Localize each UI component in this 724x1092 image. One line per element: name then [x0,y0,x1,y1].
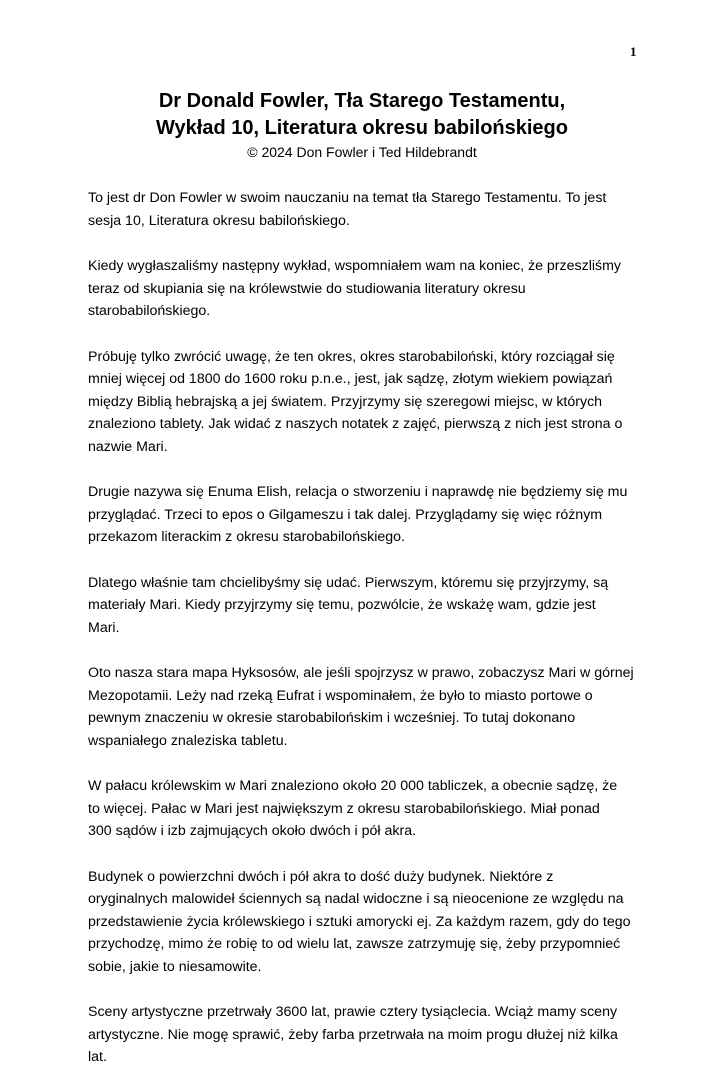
paragraph: To jest dr Don Fowler w swoim nauczaniu na temat tła Starego Testamentu. To jest sesja 10, Literatura okresu babilońskiego. [88,190,607,229]
document-title-line-1: Dr Donald Fowler, Tła Starego Testamentu, [158,90,566,112]
document-title-line-2: Wykład 10, Literatura okresu babilońskiego [156,117,568,139]
paragraph: Budynek o powierzchni dwóch i pół akra to dość duży budynek. Niektóre z oryginalnych malowideł ściennych są nadal widoczne i są nieocenione ze względu na przedstawienie życia królewskiego i sztuki amorycki ej. Za każdym razem, gdy do tego przychodzę, mimo że robię to od wielu lat, zawsze zatrzymuję się, żeby przypomnieć sobie, jakie to niesamowite. [88,868,631,975]
paragraph: Dlatego właśnie tam chcielibyśmy się udać. Pierwszym, któremu się przyjrzymy, są materiały Mari. Kiedy przyjrzymy się temu, pozwólcie, że wskażę wam, gdzie jest Mari. [88,574,609,636]
page-number: 1 [630,44,637,59]
paragraph: Drugie nazywa się Enuma Elish, relacja o stworzeniu i naprawdę nie będziemy się mu przyglądać. Trzeci to epos o Gilgameszu i tak dalej. Przyglądamy się więc różnym przekazom literackim z okresu starobabilońskiego. [88,484,628,545]
paragraph: Oto nasza stara mapa Hyksosów, ale jeśli spojrzysz w prawo, zobaczysz Mari w górnej Mezopotamii. Leży nad rzeką Eufrat i wspominałem, że było to miasto portowe o pewnym znaczeniu w okresie starobabilońskim i wcześniej. To tutaj dokonano wspaniałego znaleziska tabletu. [88,665,634,749]
paragraph: Sceny artystyczne przetrwały 3600 lat, prawie cztery tysiąclecia. Wciąż mamy sceny artystyczne. Nie mogę sprawić, żeby farba przetrwała na moim progu dłużej niż kilka lat. [88,1004,618,1065]
paragraph: Kiedy wygłaszaliśmy następny wykład, wspomniałem wam na koniec, że przeszliśmy teraz od skupiania się na królewstwie do studiowania literatury okresu starobabilońskiego. [88,258,622,319]
copyright-notice: © 2024 Don Fowler i Ted Hildebrandt [247,144,477,160]
paragraph: Próbuję tylko zwrócić uwagę, że ten okres, okres starobabiloński, który rozciągał się mniej więcej od 1800 do 1600 roku p.n.e., jest, jak sądzę, złotym wiekiem powiązań między Biblią hebrajską a jej światem. Przyjrzymy się szeregowi miejsc, w których znaleziono tablety. Jak widać z naszych notatek z zajęć, pierwszą z nich jest strona o nazwie Mari. [88,348,623,455]
document-header [0,88,724,162]
paragraph: W pałacu królewskim w Mari znaleziono około 20 000 tabliczek, a obecnie sądzę, że to więcej. Pałac w Mari jest największym z okresu starobabilońskiego. Miał ponad 300 sądów i izb zajmujących około dwóch i pół akra. [88,778,618,839]
document-body [88,187,648,1092]
